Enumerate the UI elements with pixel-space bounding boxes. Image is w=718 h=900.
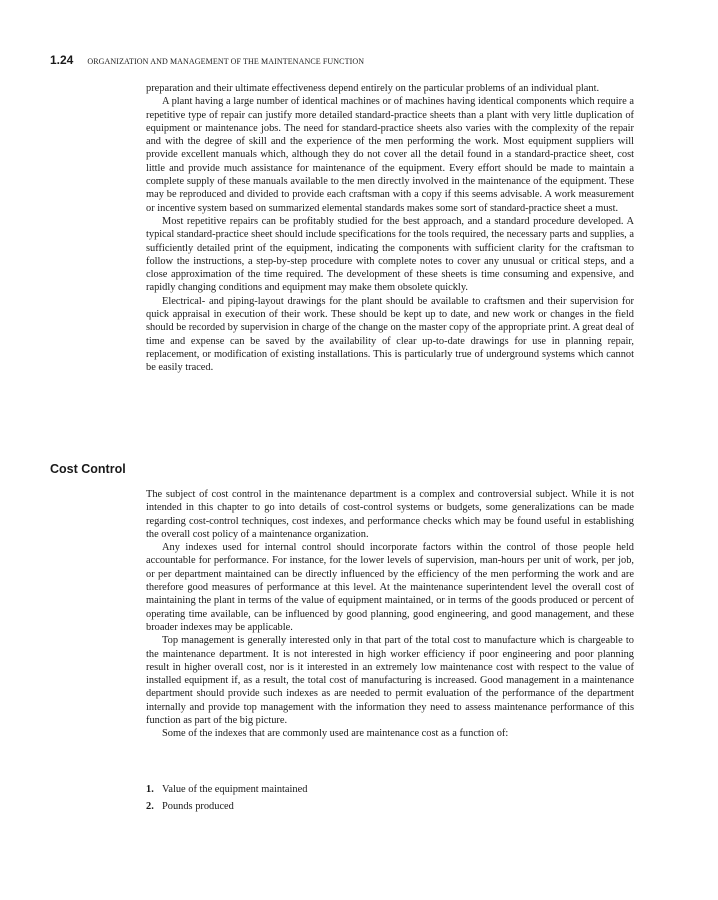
list-item-number: 1. (146, 784, 154, 795)
paragraph: The subject of cost control in the maintenance department is a complex and controversial subject. While it is not intended in this chapter to go into details of cost-control systems or budgets, some generalizations can be made regarding cost-control techniques, cost indexes, and performance checks which may be found useful in establishing the overall cost policy of a maintenance organization. (146, 489, 634, 540)
section-heading-cost-control: Cost Control (50, 462, 126, 476)
body-text-cost-control (146, 488, 634, 741)
list-item (146, 781, 307, 798)
paragraph: preparation and their ultimate effectiveness depend entirely on the particular problems of an individual plant. (146, 83, 600, 94)
paragraph: Electrical- and piping-layout drawings for the plant should be available to craftsmen and their supervision for quick appraisal in execution of their work. These should be kept up to date, and new work or changes in the field should be recorded by supervision in charge of the change on the master copy of the appropriate print. A great deal of time and expense can be saved by the availability of clear up-to-date drawings for use in planning repair, replacement, or modification of existing installations. This is particularly true of underground systems which cannot be easily traced. (146, 295, 635, 374)
list-item-text: Value of the equipment maintained (162, 784, 308, 795)
paragraph: Any indexes used for internal control should incorporate factors within the control of those people held accountable for performance. For instance, for the lower levels of supervision, man-hours per unit of work, per job, or per department maintained can be directly influenced by the efficiency of the men performing the work and are therefore good measures of performance at this level. At the maintenance superintendent level the overall cost of maintaining the plant in terms of the value of equipment maintained, or in terms of the goods produced or percent of operating time available, can be influenced by good planning, good engineering, and good management, and these broader indexes may be applicable. (146, 542, 634, 633)
paragraph: Top management is generally interested only in that part of the total cost to manufacture which is chargeable to the maintenance department. It is not interested in high worker efficiency if poor engineering and poor planning result in higher overall cost, nor is it interested in an extremely low maintenance cost with respect to the value of installed equipment if, as a result, the total cost of manufacturing is increased. Good management in a maintenance department should provide such indexes as are needed to permit evaluation of the performance of the department internally and provide top management with the information they need to assess maintenance performance of this function as part of the big picture. (146, 635, 634, 727)
running-title: ORGANIZATION AND MANAGEMENT OF THE MAINTENANCE FUNCTION (87, 57, 365, 66)
running-header (50, 51, 364, 69)
list-item-text: Pounds produced (162, 801, 234, 812)
page-number: 1.24 (50, 53, 74, 67)
paragraph: Most repetitive repairs can be profitably studied for the best approach, and a standard procedure developed. A typical standard-practice sheet should include specifications for the tools required, the necessary parts and supplies, a sufficiently detailed print of the equipment, indicating the components with sufficient clarity for the craftsman to follow the instructions, a step-by-step procedure with complete notes to cover any unusual or critical steps, and a close approximation of the time required. The development of these sheets is time consuming and expensive, and rapidly changing conditions and equipment may make them obsolete quickly. (146, 215, 634, 294)
index-list (146, 781, 307, 815)
paragraph: A plant having a large number of identical machines or of machines having identical components which require a repetitive type of repair can justify more detailed standard-practice sheets than a plant with very little duplication of equipment or maintenance jobs. The need for standard-practice sheets also varies with the complexity of the repair and with the degree of skill and the experience of the men performing the work. Most equipment suppliers will provide excellent manuals which, although they do not cover all the detail found in a standard-practice sheet, cost little and provide much assistance for maintenance of the equipment. Every effort should be made to maintain a complete supply of these manuals available to the men directly involved in the maintenance of the equipment. These may be reproduced and divided to provide each craftsman with a copy if this seems advisable. A work measurement or incentive system based on summarized elemental standards makes some sort of standard-practice sheet a must. (146, 96, 634, 214)
list-item-number: 2. (146, 801, 154, 812)
body-text-top (146, 82, 634, 375)
paragraph: Some of the indexes that are commonly used are maintenance cost as a function of: (162, 728, 509, 740)
list-item (146, 798, 307, 815)
